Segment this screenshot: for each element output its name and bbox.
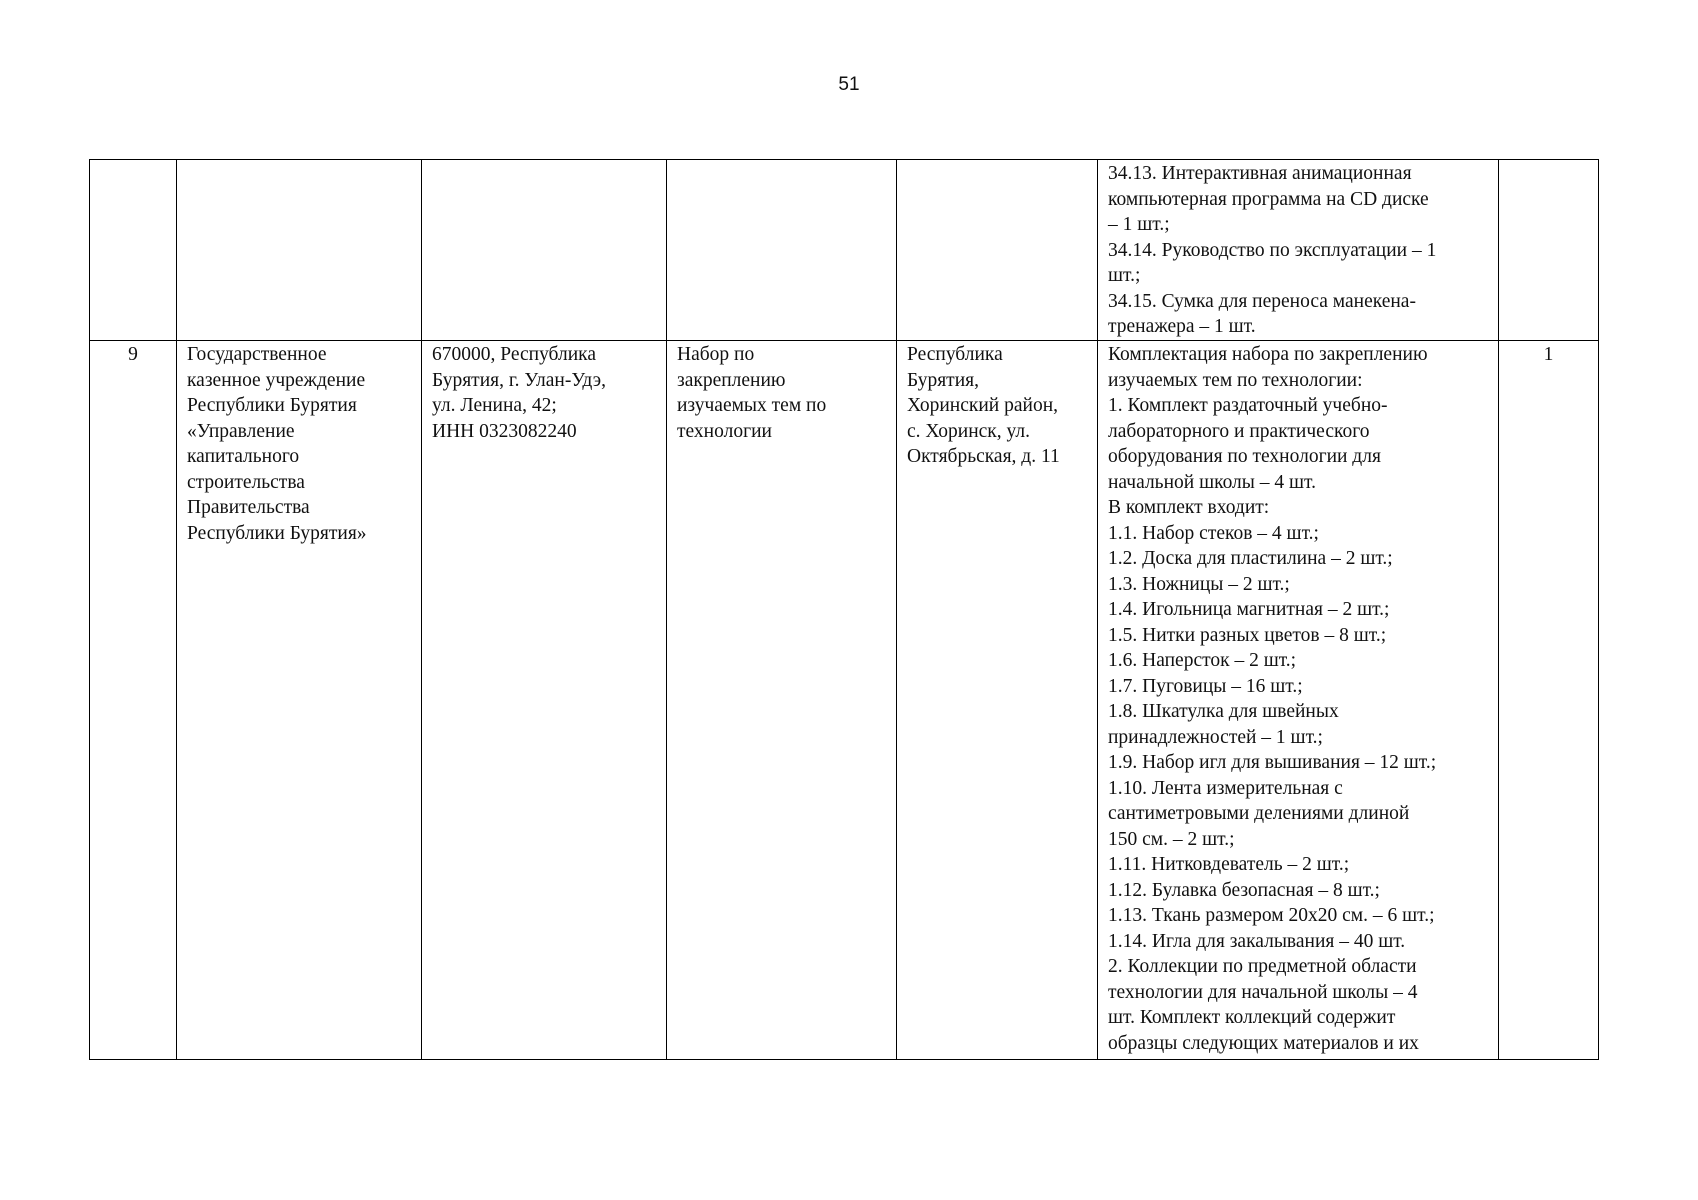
- text-line: Бурятия, г. Улан-Удэ,: [432, 369, 607, 391]
- text-line: 670000, Республика: [432, 344, 596, 365]
- address-cell: [422, 160, 667, 341]
- text-line: Комплектация набора по закреплению: [1108, 344, 1428, 365]
- text-line: 1.4. Игольница магнитная – 2 шт.;: [1108, 599, 1390, 620]
- text-line: компьютерная программа на CD диске: [1108, 188, 1429, 210]
- text-line: Республики Бурятия: [187, 395, 357, 416]
- text-line: образцы следующих материалов и их: [1108, 1032, 1419, 1054]
- text-line: Республики Бурятия»: [187, 522, 367, 544]
- row-number-cell: [90, 160, 177, 341]
- text-line: Республика: [907, 344, 1003, 365]
- text-line: 150 см. – 2 шт.;: [1108, 828, 1235, 850]
- text-line: 1.12. Булавка безопасная – 8 шт.;: [1108, 879, 1380, 901]
- text-line: «Управление: [187, 420, 295, 442]
- item-name-cell: [667, 341, 897, 1060]
- delivery-location-cell: [897, 160, 1098, 341]
- quantity-cell: 1: [1499, 341, 1599, 1060]
- text-line: 2. Коллекции по предметной области: [1108, 956, 1417, 977]
- text-line: технологии: [677, 420, 772, 442]
- text-line: 1.5. Нитки разных цветов – 8 шт.;: [1108, 624, 1387, 646]
- text-line: строительства: [187, 471, 305, 493]
- text-line: казенное учреждение: [187, 369, 366, 391]
- text-line: технологии для начальной школы – 4: [1108, 981, 1418, 1003]
- contents-cell: [1098, 160, 1499, 341]
- text-line: Набор по: [677, 344, 755, 365]
- table-row: [90, 341, 1599, 1060]
- text-line: 1.8. Шкатулка для швейных: [1108, 701, 1339, 722]
- item-name-text: [677, 342, 886, 444]
- text-line: ИНН 0323082240: [432, 420, 577, 442]
- page-number: 51: [838, 74, 860, 95]
- text-line: с. Хоринск, ул.: [907, 420, 1031, 442]
- text-line: закреплению: [677, 369, 786, 391]
- contents-cell: [1098, 341, 1499, 1060]
- contents-text: [1108, 342, 1488, 1056]
- address-text: [432, 342, 656, 444]
- organization-text: [187, 342, 411, 546]
- text-line: 1.6. Наперсток – 2 шт.;: [1108, 650, 1297, 671]
- delivery-location-text: [907, 342, 1087, 470]
- quantity-cell: [1499, 160, 1599, 341]
- text-line: капитального: [187, 446, 300, 467]
- text-line: тренажера – 1 шт.: [1108, 316, 1256, 337]
- organization-cell: [177, 160, 422, 341]
- text-line: Государственное: [187, 344, 327, 365]
- text-line: 34.15. Сумка для переноса манекена-: [1108, 290, 1416, 312]
- text-line: 1.10. Лента измерительная с: [1108, 777, 1343, 799]
- delivery-location-cell: [897, 341, 1098, 1060]
- text-line: 1.11. Нитковдеватель – 2 шт.;: [1108, 854, 1350, 875]
- text-line: Бурятия,: [907, 369, 979, 391]
- item-name-cell: [667, 160, 897, 341]
- contents-text: [1108, 161, 1488, 340]
- text-line: изучаемых тем по: [677, 395, 827, 416]
- text-line: шт.;: [1108, 265, 1141, 286]
- text-line: В комплект входит:: [1108, 497, 1270, 518]
- text-line: начальной школы – 4 шт.: [1108, 471, 1316, 493]
- text-line: изучаемых тем по технологии:: [1108, 369, 1363, 391]
- text-line: – 1 шт.;: [1108, 214, 1170, 235]
- text-line: 1.7. Пуговицы – 16 шт.;: [1108, 675, 1303, 697]
- text-line: сантиметровыми делениями длиной: [1108, 803, 1410, 824]
- text-line: 1.9. Набор игл для вышивания – 12 шт.;: [1108, 752, 1437, 773]
- equipment-table: [89, 159, 1599, 1060]
- text-line: Правительства: [187, 497, 310, 518]
- address-cell: [422, 341, 667, 1060]
- text-line: Хоринский район,: [907, 395, 1059, 416]
- text-line: ул. Ленина, 42;: [432, 395, 557, 416]
- text-line: принадлежностей – 1 шт.;: [1108, 726, 1323, 748]
- text-line: Октябрьская, д. 11: [907, 446, 1060, 467]
- text-line: 1.14. Игла для закалывания – 40 шт.: [1108, 930, 1406, 952]
- text-line: 1.2. Доска для пластилина – 2 шт.;: [1108, 548, 1393, 569]
- text-line: 1.13. Ткань размером 20х20 см. – 6 шт.;: [1108, 905, 1435, 926]
- text-line: лабораторного и практического: [1108, 420, 1370, 442]
- text-line: 1.3. Ножницы – 2 шт.;: [1108, 573, 1290, 595]
- text-line: 34.14. Руководство по эксплуатации – 1: [1108, 239, 1437, 261]
- table-row: [90, 160, 1599, 341]
- text-line: оборудования по технологии для: [1108, 446, 1381, 467]
- text-line: 1.1. Набор стеков – 4 шт.;: [1108, 522, 1319, 544]
- text-line: 1. Комплект раздаточный учебно-: [1108, 395, 1388, 416]
- row-number-cell: 9: [90, 341, 177, 1060]
- text-line: 34.13. Интерактивная анимационная: [1108, 163, 1412, 184]
- text-line: шт. Комплект коллекций содержит: [1108, 1007, 1396, 1028]
- organization-cell: [177, 341, 422, 1060]
